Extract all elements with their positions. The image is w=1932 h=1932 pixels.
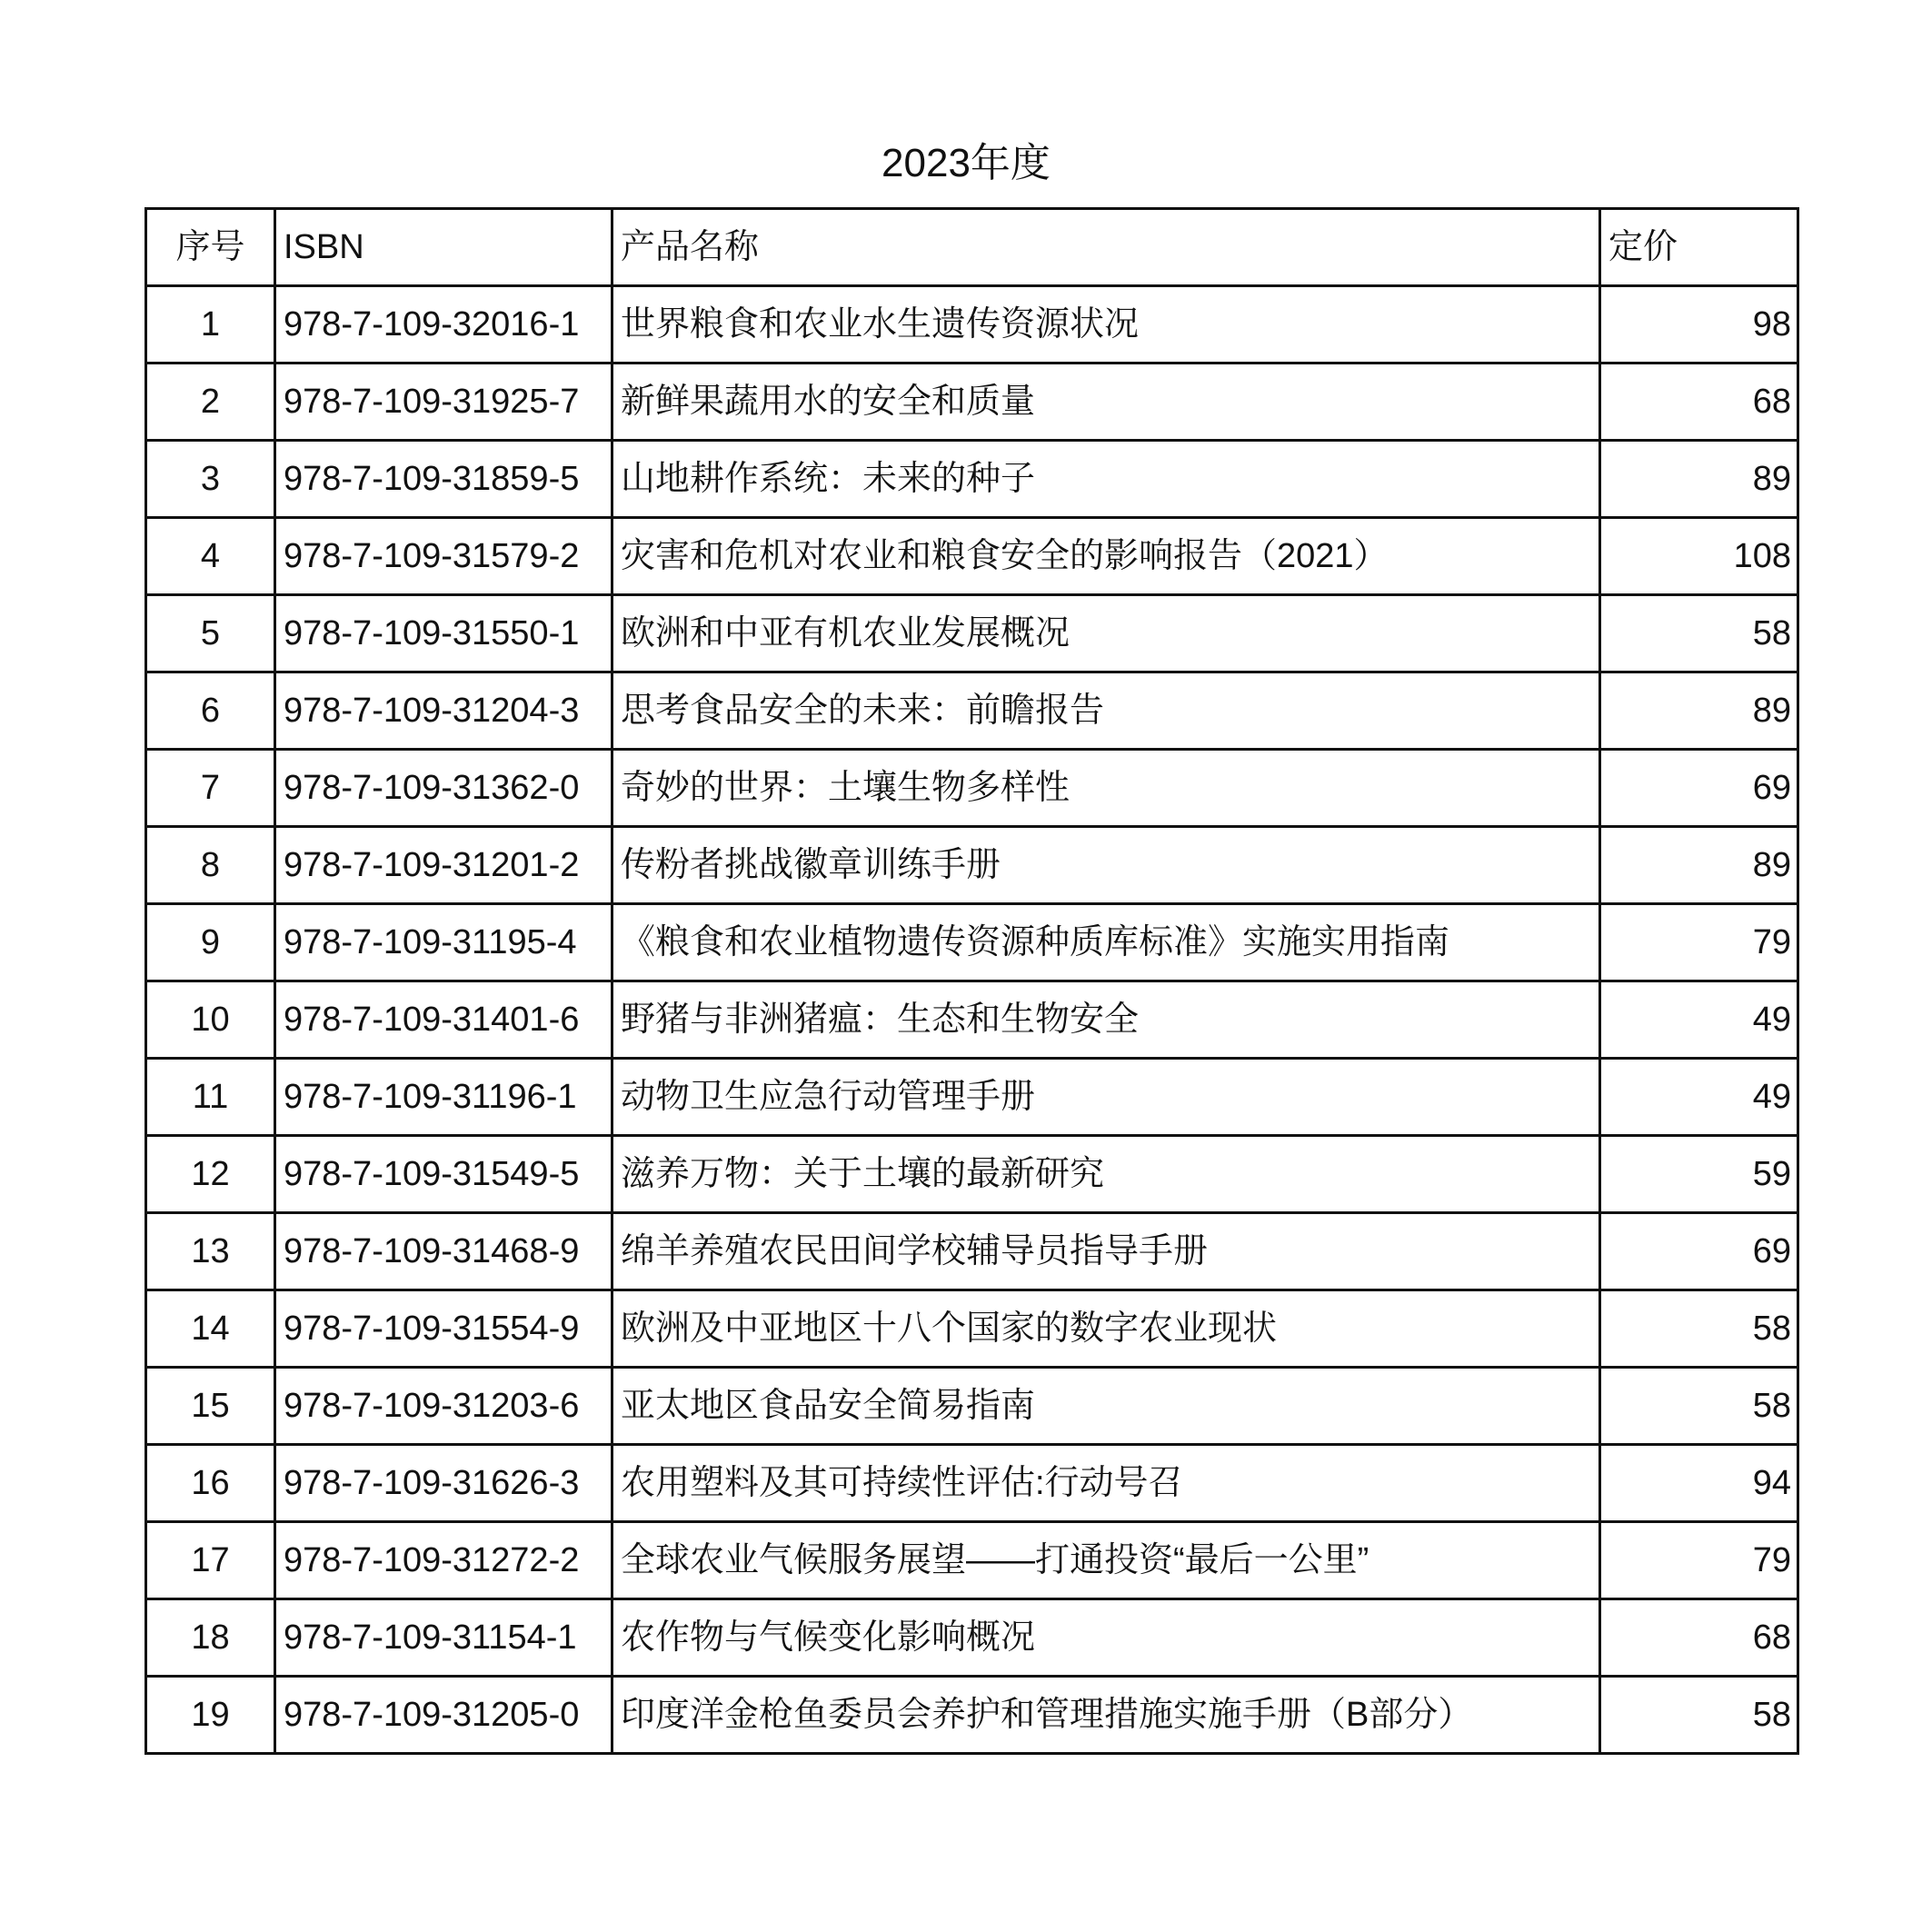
row-seq-cell: 3 (146, 441, 275, 518)
row-price-cell: 79 (1600, 904, 1798, 981)
row-isbn-cell: 978-7-109-31925-7 (275, 363, 612, 441)
book-catalog-table (144, 207, 1799, 1755)
row-seq-cell: 4 (146, 518, 275, 595)
row-seq-cell: 19 (146, 1677, 275, 1754)
row-isbn-cell: 978-7-109-31550-1 (275, 595, 612, 672)
row-name-cell: 欧洲及中亚地区十八个国家的数字农业现状 (612, 1290, 1600, 1368)
table-row (146, 672, 1798, 750)
row-seq-cell: 15 (146, 1368, 275, 1445)
row-name-cell: 绵羊养殖农民田间学校辅导员指导手册 (612, 1213, 1600, 1290)
table-row (146, 1290, 1798, 1368)
table-row (146, 1368, 1798, 1445)
row-isbn-cell: 978-7-109-31204-3 (275, 672, 612, 750)
row-name-cell: 思考食品安全的未来：前瞻报告 (612, 672, 1600, 750)
row-seq-cell: 17 (146, 1522, 275, 1599)
table-header-row (146, 209, 1798, 286)
row-name-cell: 世界粮食和农业水生遗传资源状况 (612, 286, 1600, 363)
row-seq-cell: 14 (146, 1290, 275, 1368)
row-name-cell: 滋养万物：关于土壤的最新研究 (612, 1136, 1600, 1213)
header-isbn: ISBN (275, 209, 612, 286)
row-name-cell: 奇妙的世界：土壤生物多样性 (612, 750, 1600, 827)
row-price-cell: 49 (1600, 1059, 1798, 1136)
row-isbn-cell: 978-7-109-31203-6 (275, 1368, 612, 1445)
row-name-cell: 山地耕作系统：未来的种子 (612, 441, 1600, 518)
row-price-cell: 94 (1600, 1445, 1798, 1522)
table-row (146, 595, 1798, 672)
row-price-cell: 58 (1600, 1290, 1798, 1368)
row-isbn-cell: 978-7-109-31554-9 (275, 1290, 612, 1368)
header-price: 定价 (1600, 209, 1798, 286)
row-name-cell: 野猪与非洲猪瘟：生态和生物安全 (612, 981, 1600, 1059)
row-price-cell: 68 (1600, 363, 1798, 441)
table-row (146, 363, 1798, 441)
row-seq-cell: 9 (146, 904, 275, 981)
table-row (146, 1599, 1798, 1677)
row-name-cell: 印度洋金枪鱼委员会养护和管理措施实施手册（B部分） (612, 1677, 1600, 1754)
row-price-cell: 69 (1600, 750, 1798, 827)
row-isbn-cell: 978-7-109-31468-9 (275, 1213, 612, 1290)
row-price-cell: 69 (1600, 1213, 1798, 1290)
table-row (146, 750, 1798, 827)
table-row (146, 1213, 1798, 1290)
row-isbn-cell: 978-7-109-31549-5 (275, 1136, 612, 1213)
row-name-cell: 《粮食和农业植物遗传资源种质库标准》实施实用指南 (612, 904, 1600, 981)
row-name-cell: 动物卫生应急行动管理手册 (612, 1059, 1600, 1136)
row-isbn-cell: 978-7-109-31272-2 (275, 1522, 612, 1599)
row-isbn-cell: 978-7-109-31362-0 (275, 750, 612, 827)
row-price-cell: 89 (1600, 441, 1798, 518)
row-isbn-cell: 978-7-109-31195-4 (275, 904, 612, 981)
row-seq-cell: 5 (146, 595, 275, 672)
row-isbn-cell: 978-7-109-31154-1 (275, 1599, 612, 1677)
table-row (146, 286, 1798, 363)
row-isbn-cell: 978-7-109-32016-1 (275, 286, 612, 363)
header-seq: 序号 (146, 209, 275, 286)
table-row (146, 1677, 1798, 1754)
row-seq-cell: 12 (146, 1136, 275, 1213)
row-seq-cell: 10 (146, 981, 275, 1059)
row-seq-cell: 8 (146, 827, 275, 904)
row-seq-cell: 7 (146, 750, 275, 827)
row-seq-cell: 16 (146, 1445, 275, 1522)
row-isbn-cell: 978-7-109-31205-0 (275, 1677, 612, 1754)
row-seq-cell: 2 (146, 363, 275, 441)
row-isbn-cell: 978-7-109-31859-5 (275, 441, 612, 518)
row-price-cell: 58 (1600, 595, 1798, 672)
table-row (146, 518, 1798, 595)
row-price-cell: 108 (1600, 518, 1798, 595)
row-name-cell: 农作物与气候变化影响概况 (612, 1599, 1600, 1677)
row-name-cell: 新鲜果蔬用水的安全和质量 (612, 363, 1600, 441)
row-price-cell: 59 (1600, 1136, 1798, 1213)
row-seq-cell: 1 (146, 286, 275, 363)
row-price-cell: 49 (1600, 981, 1798, 1059)
table-row (146, 441, 1798, 518)
row-seq-cell: 13 (146, 1213, 275, 1290)
table-row (146, 904, 1798, 981)
row-price-cell: 79 (1600, 1522, 1798, 1599)
row-price-cell: 89 (1600, 827, 1798, 904)
row-seq-cell: 18 (146, 1599, 275, 1677)
table-row (146, 981, 1798, 1059)
row-isbn-cell: 978-7-109-31196-1 (275, 1059, 612, 1136)
row-name-cell: 欧洲和中亚有机农业发展概况 (612, 595, 1600, 672)
row-price-cell: 68 (1600, 1599, 1798, 1677)
row-name-cell: 传粉者挑战徽章训练手册 (612, 827, 1600, 904)
row-seq-cell: 6 (146, 672, 275, 750)
row-isbn-cell: 978-7-109-31201-2 (275, 827, 612, 904)
row-isbn-cell: 978-7-109-31579-2 (275, 518, 612, 595)
row-isbn-cell: 978-7-109-31626-3 (275, 1445, 612, 1522)
row-name-cell: 亚太地区食品安全简易指南 (612, 1368, 1600, 1445)
page-title: 2023年度 (881, 141, 1051, 185)
table-row (146, 1059, 1798, 1136)
row-price-cell: 98 (1600, 286, 1798, 363)
header-name: 产品名称 (612, 209, 1600, 286)
row-name-cell: 灾害和危机对农业和粮食安全的影响报告（2021） (612, 518, 1600, 595)
row-isbn-cell: 978-7-109-31401-6 (275, 981, 612, 1059)
table-body (146, 286, 1798, 1754)
table-row (146, 1136, 1798, 1213)
row-name-cell: 全球农业气候服务展望——打通投资“最后一公里” (612, 1522, 1600, 1599)
row-price-cell: 89 (1600, 672, 1798, 750)
table-row (146, 827, 1798, 904)
row-price-cell: 58 (1600, 1368, 1798, 1445)
table-row (146, 1522, 1798, 1599)
table-row (146, 1445, 1798, 1522)
row-name-cell: 农用塑料及其可持续性评估:行动号召 (612, 1445, 1600, 1522)
row-price-cell: 58 (1600, 1677, 1798, 1754)
row-seq-cell: 11 (146, 1059, 275, 1136)
